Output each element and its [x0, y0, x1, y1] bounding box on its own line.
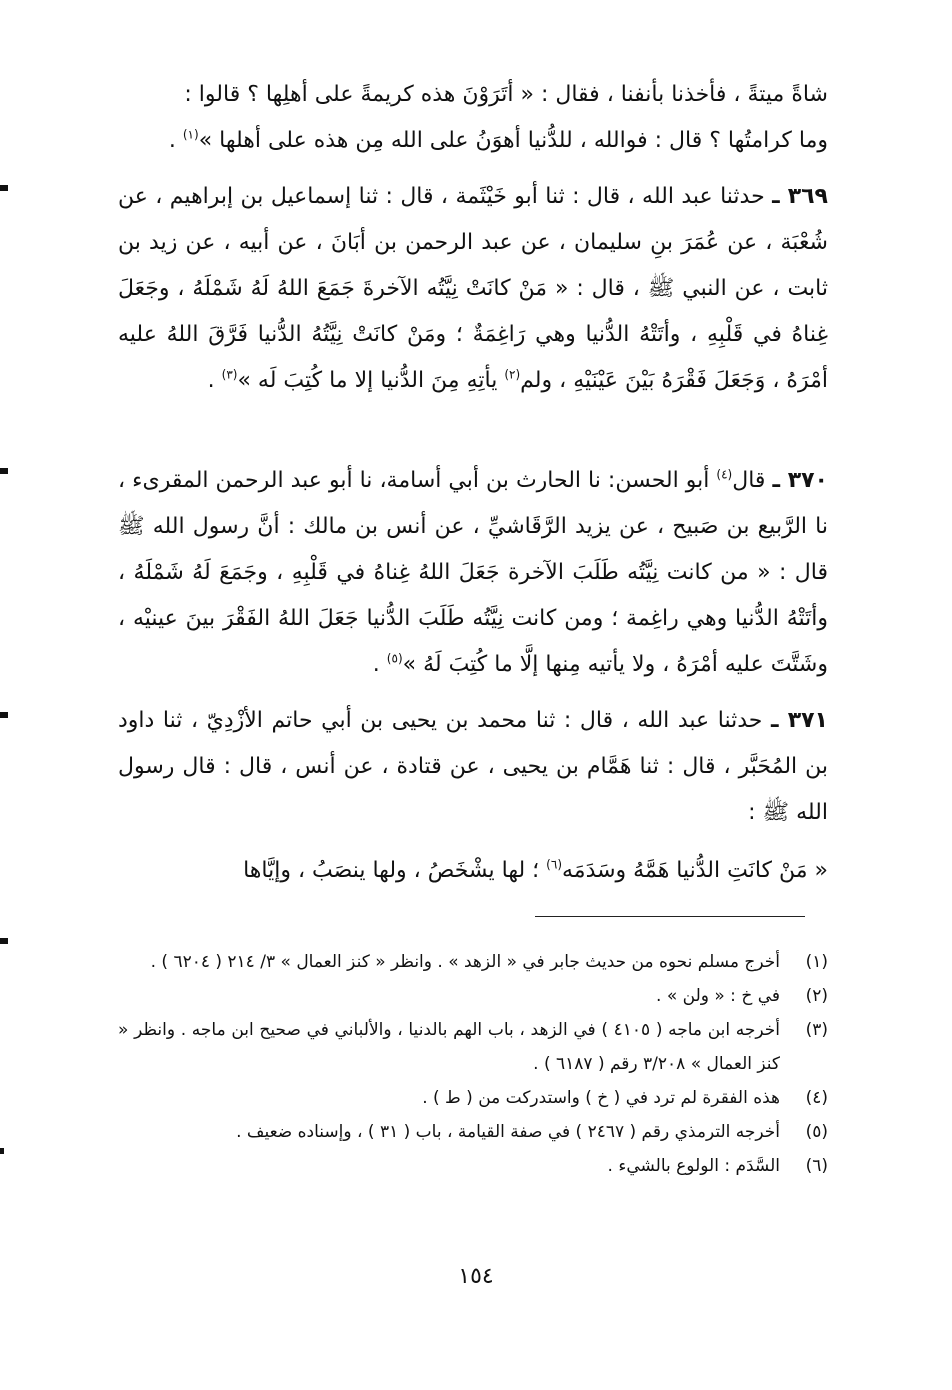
margin-mark: [0, 712, 8, 718]
hadith-text: أبو الحسن: نا الحارث بن أبي أسامة، نا أبو عبد الرحمن المقرىء ، نا الرَّبيع بن صَبيح ، عن يزيد الرَّقَاشيِّ ، عن أنس بن مالك : أنَّ رسول الله ﷺ قال : « من كانت نِيَّتُه طَلَبَ الآخرة جَعَلَ اللهُ غِناهُ في قَلْبِهِ ، وجَمَعَ لَهُ شَمْلَهُ ، وأتَتْهُ الدُّنيا وهي راغِمة ؛ ومن كانت نِيَّتُه طَلَبَ الدُّنيا جَعَلَ اللهُ الفَقْرَ بينَ عينيْه ، وشَتَّتَ عليه أمْرَهُ ، ولا يأتيه مِنها إلَّا ما كُتِبَ لَهُ »: [118, 468, 828, 677]
hadith-number: ٣٧١ ـ: [770, 708, 828, 733]
footnote-number: (٢): [805, 986, 828, 1006]
period: .: [207, 368, 222, 393]
footnote-ref: (٤): [716, 467, 733, 482]
page-number: ١٥٤: [458, 1264, 494, 1289]
hadith-number: ٣٦٩ ـ: [772, 184, 828, 209]
footnote: [118, 979, 828, 1013]
period: .: [168, 128, 183, 153]
footnote: [118, 945, 828, 979]
hadith-text: حدثنا عبد الله ، قال : ثنا أبو خَيْثَمة ، قال : ثنا إسماعيل بن إبراهيم ، عن شُعْبَة ، عن عُمَرَ بنِ سليمان ، عن عبد الرحمن بن أبَانَ ، عن أبيه ، عن زيد بن ثابت ، عن النبي ﷺ ، قال : « مَنْ كانَتْ نِيَّتُه الآخرةَ جَمَعَ اللهُ لَهُ شَمْلَهُ ، وجَعَلَ غِناهُ في قَلْبِهِ ، وأتَتْهُ الدُّنيا وهي رَاغِمَةٌ ؛ ومَنْ كانَتْ نِيَّتُهُ الدُّنيا فَرَّقَ اللهُ عليه أمْرَهُ ، وَجَعَلَ فَقْرَهُ بَيْنَ عَيْنَيْهِ ، ولم: [118, 184, 828, 393]
quote-text: « مَنْ كانَتِ الدُّنيا هَمَّهُ وسَدَمَه: [562, 858, 828, 883]
footnote-text: أخرج مسلم نحوه من حديث جابر في « الزهد » . وانظر « كنز العمال » ٣/ ٢١٤ ( ٦٢٠٤ ) .: [150, 952, 780, 972]
footnote-number: (٥): [805, 1122, 828, 1142]
footnote: [118, 1115, 828, 1149]
hadith-371: [118, 698, 828, 836]
hadith-text: قال: [732, 468, 773, 493]
margin-mark: [0, 938, 8, 944]
hadith-number: ٣٧٠ ـ: [772, 468, 828, 493]
footnote-text: السَّدَم : الولوع بالشيء .: [607, 1156, 780, 1176]
footnote-ref: (٢): [504, 367, 521, 382]
hadith-text: حدثنا عبد الله ، قال : ثنا محمد بن يحيى بن أبي حاتم الأزْدِيّ ، ثنا داود بن المُحَبَّر ، قال : ثنا هَمَّام بن يحيى ، عن قتادة ، عن أنس ، قال : قال رسول الله ﷺ :: [118, 708, 828, 825]
intro-line-1: شاةً ميتةً ، فأخذنا بأنفنا ، فقال : « أتَرَوْنَ هذه كريمةً على أهلِها ؟ قالوا :: [184, 82, 828, 107]
hadith-text: يأتِهِ مِنَ الدُّنيا إلا ما كُتِبَ لَه »: [237, 368, 505, 393]
footnotes: [118, 945, 828, 1183]
hadith-370: [118, 458, 828, 688]
margin-mark: [0, 185, 8, 191]
footnote-ref: (٥): [386, 651, 403, 666]
footnote-text: هذه الفقرة لم ترد في ( خ ) واستدركت من ( ط ) .: [422, 1088, 780, 1108]
footnote-ref: (١): [182, 127, 199, 142]
footnote-ref: (٣): [221, 367, 238, 382]
footnote: [118, 1149, 828, 1183]
footnote-separator: [535, 916, 805, 917]
quote-text: ؛ لها يشْخَصُ ، ولها ينصَبُ ، وإيَّاها: [243, 858, 547, 883]
footnote-ref: (٦): [546, 857, 562, 872]
footnote: [118, 1013, 828, 1081]
intro-paragraph: [118, 72, 828, 164]
period: .: [372, 652, 387, 677]
footnote-text: أخرجه ابن ماجه ( ٤١٠٥ ) في الزهد ، باب الهم بالدنيا ، والألباني في صحيح ابن ماجه . وانظر « كنز العمال » ٣/٢٠٨ رقم ( ٦١٨٧ ) .: [118, 1020, 780, 1074]
footnote-number: (٤): [805, 1088, 828, 1108]
footnote-number: (١): [805, 952, 828, 972]
hadith-quote: [118, 848, 828, 894]
footnote-text: في خ : « ولن » .: [656, 986, 780, 1006]
footnote-text: أخرجه الترمذي رقم ( ٢٤٦٧ ) في صفة القيامة ، باب ( ٣١ ) ، وإسناده ضعيف .: [236, 1122, 780, 1142]
hadith-369: [118, 174, 828, 404]
footnote-number: (٦): [805, 1156, 828, 1176]
margin-mark: [0, 468, 8, 474]
footnote-number: (٣): [805, 1020, 828, 1040]
footnote: [118, 1081, 828, 1115]
intro-line-2: وما كرامتُها ؟ قال : فوالله ، للدُّنيا أهوَنُ على الله مِن هذه على أهلها »: [198, 128, 828, 153]
margin-mark: [0, 1148, 4, 1154]
